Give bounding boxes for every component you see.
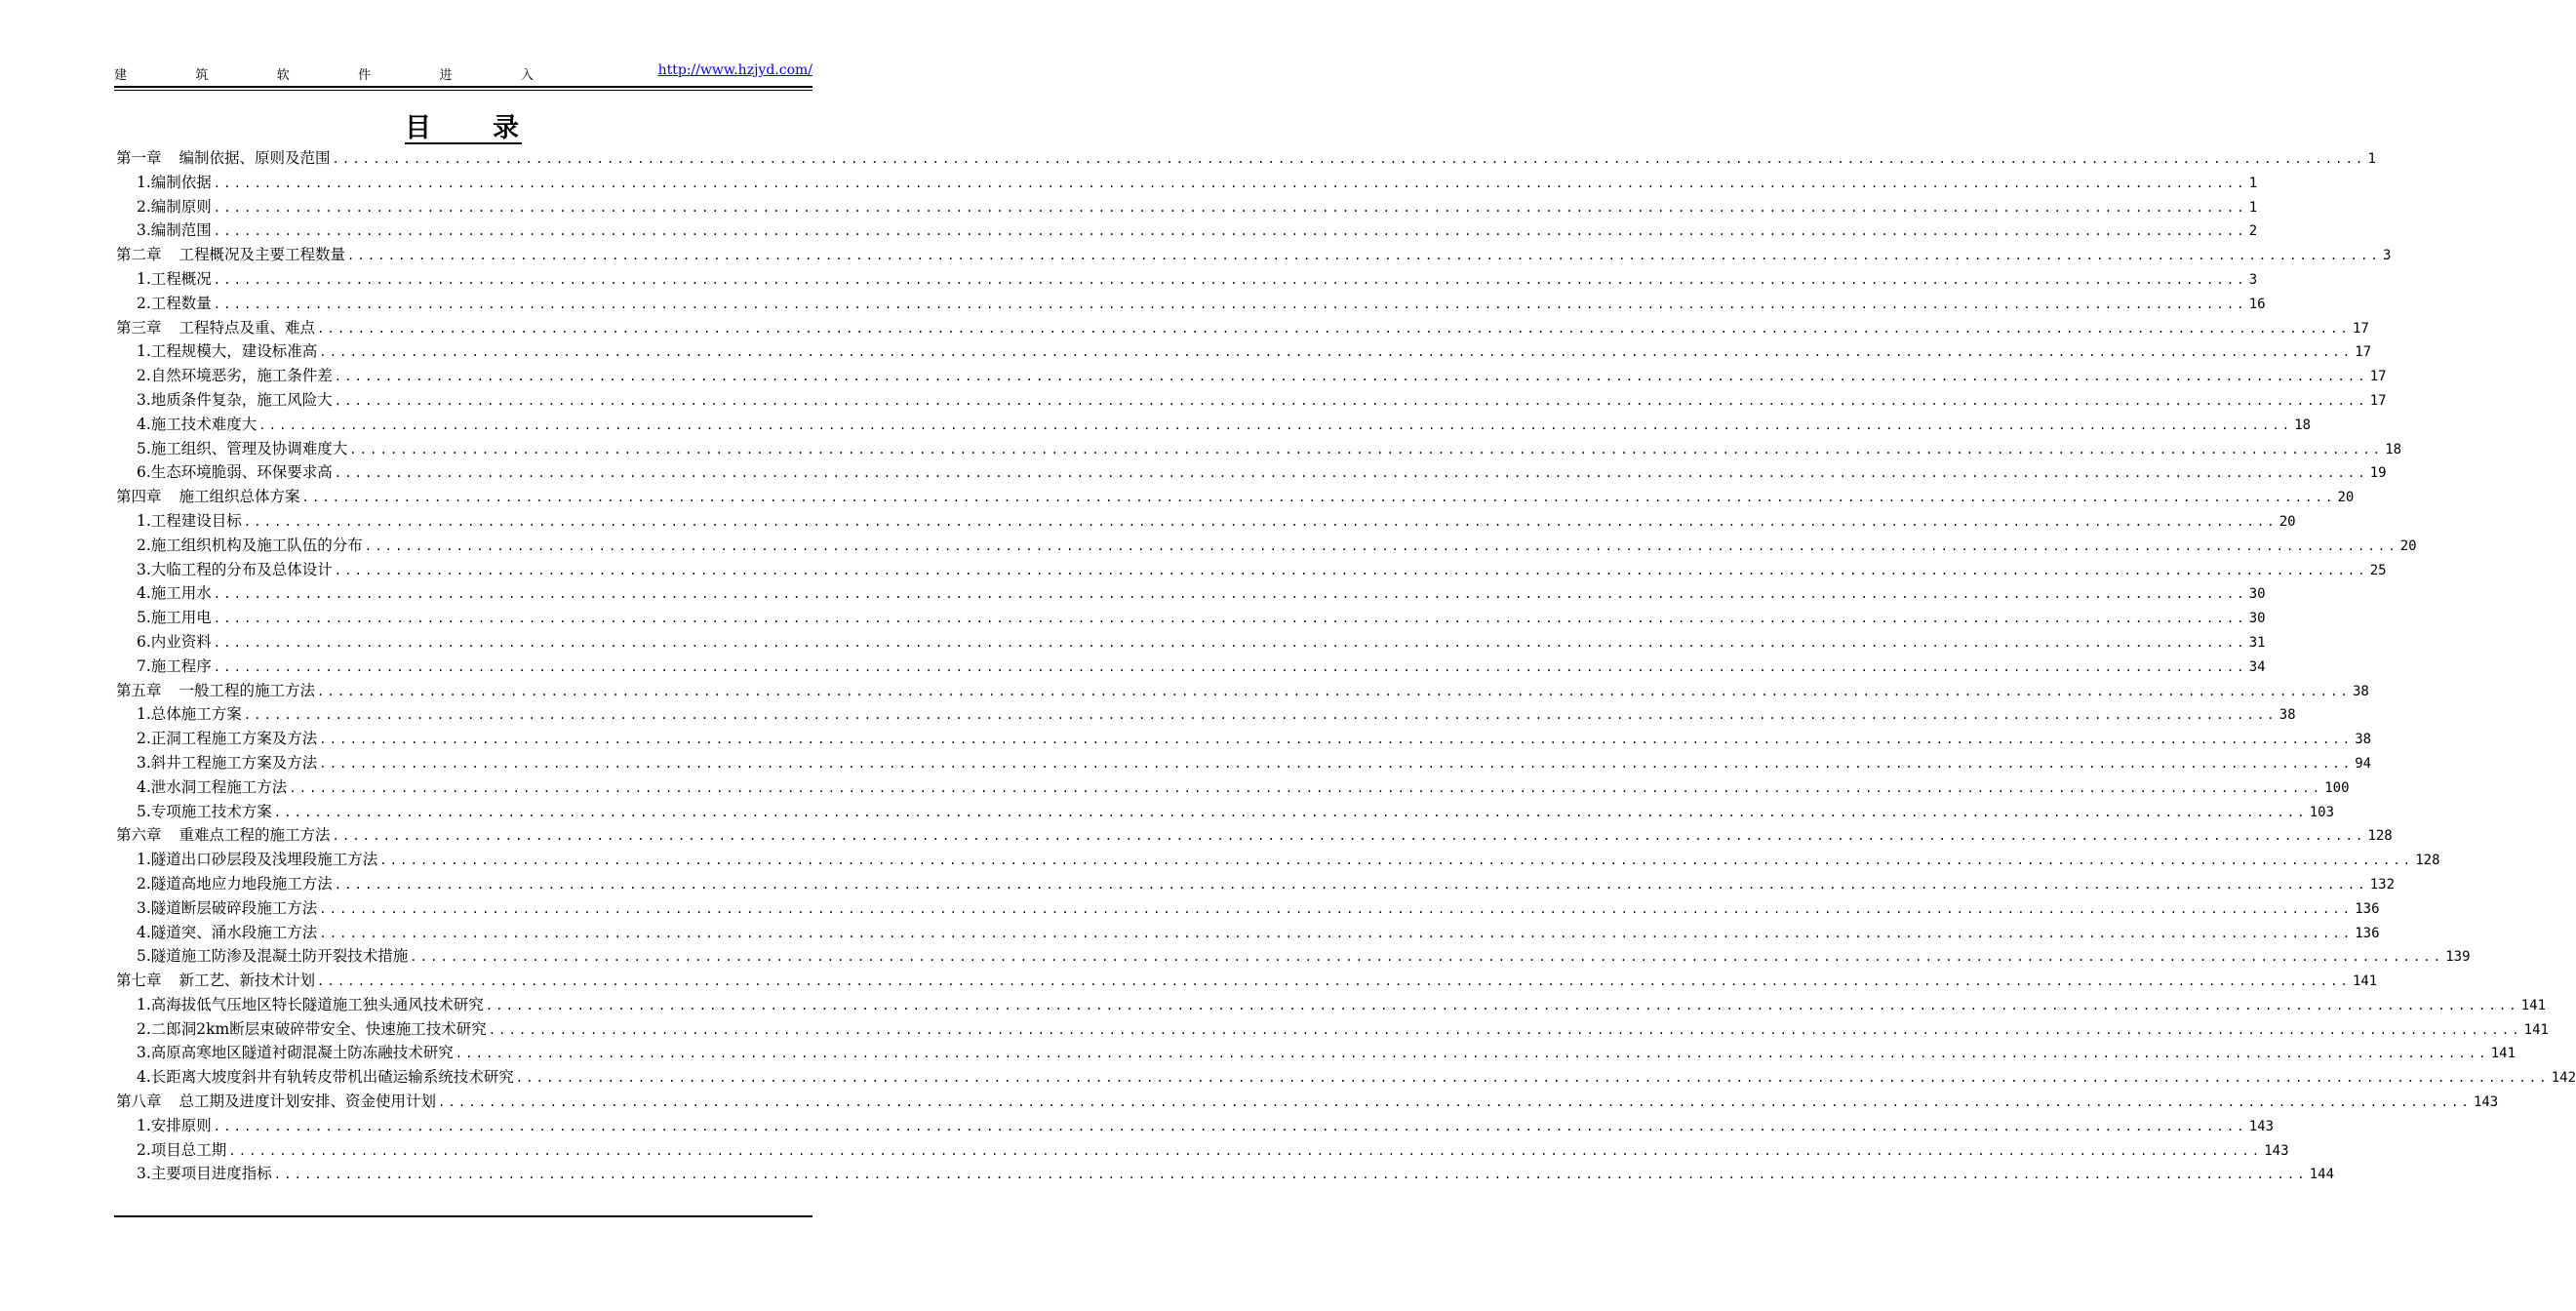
- toc-entry-title: 3.主要项目进度指标: [137, 1165, 272, 1183]
- toc-leader-dots: ........................................................................................................................................................................................................: [347, 249, 2381, 263]
- toc-entry-title: [116, 679, 315, 703]
- toc-chapter-number: 第一章: [116, 149, 162, 167]
- toc-section-entry[interactable]: [116, 775, 2350, 800]
- toc-page-number: 141: [2523, 1021, 2549, 1038]
- toc-entry-title: 3.斜井工程施工方案及方法: [137, 753, 318, 772]
- toc-leader-dots: ........................................................................................................................................................................................................: [289, 780, 2323, 795]
- toc-page-number: 128: [2415, 853, 2440, 869]
- toc-chapter-title: 新工艺、新技术计划: [178, 972, 316, 990]
- toc-section-entry[interactable]: [116, 606, 2266, 630]
- toc-page-number: 1: [2248, 199, 2258, 216]
- toc-leader-dots: ........................................................................................................................................................................................................: [213, 612, 2247, 626]
- page-title: [0, 106, 927, 144]
- toc-chapter-title: 重难点工程的施工方法: [178, 826, 331, 845]
- toc-section-entry[interactable]: [116, 509, 2296, 534]
- toc-leader-dots: ........................................................................................................................................................................................................: [334, 877, 2368, 892]
- toc-entry-title: 1.工程规模大，建设标准高: [137, 342, 318, 361]
- toc-entry-title: 3.高原高寒地区隧道衬砌混凝土防冻融技术研究: [137, 1044, 454, 1062]
- toc-section-entry[interactable]: [116, 993, 2547, 1017]
- toc-entry-title: 4.泄水洞工程施工方法: [137, 777, 288, 796]
- toc-page-number: 31: [2248, 634, 2266, 651]
- toc-page-number: 132: [2369, 876, 2396, 893]
- toc-entry-title: 5.专项施工技术方案: [137, 802, 272, 820]
- toc-entry-title: 1.编制依据: [137, 173, 212, 191]
- toc-entry-title: 3.编制范围: [137, 221, 212, 240]
- toc-leader-dots: ........................................................................................................................................................................................................: [319, 756, 2354, 771]
- toc-chapter-entry[interactable]: [116, 485, 2355, 509]
- toc-leader-dots: ........................................................................................................................................................................................................: [273, 805, 2308, 819]
- toc-leader-dots: ........................................................................................................................................................................................................: [258, 417, 2293, 432]
- toc-page-number: 17: [2369, 392, 2387, 409]
- toc-chapter-entry[interactable]: [116, 146, 2376, 171]
- toc-chapter-title: 一般工程的施工方法: [178, 681, 316, 699]
- toc-leader-dots: ........................................................................................................................................................................................................: [243, 708, 2278, 723]
- toc-entry-title: 2.项目总工期: [137, 1140, 227, 1159]
- footer-rule: [114, 1215, 812, 1217]
- toc-leader-dots: ........................................................................................................................................................................................................: [213, 272, 2247, 287]
- toc-section-entry[interactable]: [116, 364, 2387, 388]
- page-header: [114, 64, 812, 86]
- toc-leader-dots: ........................................................................................................................................................................................................: [485, 998, 2519, 1013]
- toc-leader-dots: ........................................................................................................................................................................................................: [213, 297, 2247, 311]
- toc-entry-title: 2.自然环境恶劣，施工条件差: [137, 367, 333, 385]
- toc-chapter-title: 总工期及进度计划安排、资金使用计划: [178, 1092, 437, 1111]
- toc-leader-dots: ........................................................................................................................................................................................................: [334, 563, 2368, 577]
- toc-page-number: 17: [2369, 369, 2387, 385]
- toc-chapter-title: 编制依据、原则及范围: [178, 149, 331, 167]
- toc-section-entry[interactable]: [116, 218, 2258, 243]
- toc-leader-dots: ........................................................................................................................................................................................................: [410, 950, 2444, 965]
- toc-entry-title: [116, 146, 331, 171]
- toc-chapter-number: 第四章: [116, 488, 162, 506]
- toc-section-entry[interactable]: [116, 1065, 2576, 1090]
- toc-section-entry[interactable]: [116, 1114, 2275, 1138]
- toc-entry-title: [116, 243, 345, 267]
- toc-page-number: 100: [2324, 779, 2350, 796]
- header-char: 软: [276, 68, 290, 83]
- toc-leader-dots: ........................................................................................................................................................................................................: [438, 1095, 2472, 1110]
- toc-leader-dots: ........................................................................................................................................................................................................: [332, 152, 2366, 166]
- toc-page-number: 20: [2279, 513, 2296, 530]
- toc-page-number: 34: [2248, 658, 2266, 675]
- header-char: 进: [439, 68, 453, 83]
- toc-page-number: 20: [2337, 490, 2355, 506]
- toc-chapter-entry[interactable]: [116, 316, 2369, 340]
- toc-page-number: 38: [2279, 707, 2296, 724]
- header-char: 件: [358, 68, 372, 83]
- toc-leader-dots: ........................................................................................................................................................................................................: [317, 684, 2351, 698]
- toc-section-entry[interactable]: [116, 751, 2372, 775]
- toc-entry-title: [116, 969, 315, 993]
- toc-leader-dots: ........................................................................................................................................................................................................: [319, 926, 2354, 940]
- toc-page-number: 38: [2352, 683, 2369, 699]
- toc-leader-dots: ........................................................................................................................................................................................................: [349, 442, 2384, 457]
- toc-page-number: 17: [2352, 320, 2369, 337]
- toc-section-entry[interactable]: [116, 1138, 2289, 1163]
- toc-entry-title: [116, 1090, 436, 1114]
- toc-page-number: 19: [2369, 465, 2387, 482]
- toc-page-number: 20: [2399, 537, 2417, 554]
- toc-section-entry[interactable]: [116, 655, 2266, 679]
- toc-page-number: 141: [2520, 997, 2547, 1013]
- toc-page-number: 136: [2355, 925, 2380, 941]
- toc-entry-title: 5.隧道施工防渗及混凝土防开裂技术措施: [137, 947, 409, 966]
- table-of-contents: [116, 146, 2576, 1186]
- toc-section-entry[interactable]: [116, 702, 2296, 727]
- toc-section-entry[interactable]: [116, 921, 2380, 945]
- header-rule: [114, 86, 812, 88]
- toc-chapter-number: 第五章: [116, 681, 162, 699]
- toc-section-entry[interactable]: [116, 630, 2266, 655]
- toc-section-entry[interactable]: [116, 171, 2258, 195]
- toc-entry-title: 2.施工组织机构及施工队伍的分布: [137, 536, 363, 554]
- toc-section-entry[interactable]: [116, 558, 2387, 582]
- toc-leader-dots: ........................................................................................................................................................................................................: [213, 1119, 2247, 1133]
- toc-entry-title: 1.隧道出口砂层段及浅埋段施工方法: [137, 851, 378, 869]
- toc-chapter-number: 第二章: [116, 246, 162, 264]
- toc-page-number: 25: [2369, 562, 2387, 578]
- toc-section-entry[interactable]: [116, 292, 2266, 316]
- toc-leader-dots: ........................................................................................................................................................................................................: [213, 200, 2247, 215]
- toc-page-number: 17: [2355, 344, 2372, 361]
- header-rule-thin: [114, 90, 812, 91]
- header-char: 筑: [195, 68, 209, 83]
- toc-entry-title: 2.隧道高地应力地段施工方法: [137, 874, 333, 893]
- toc-page-number: 18: [2294, 417, 2312, 433]
- toc-chapter-number: 第八章: [116, 1092, 162, 1111]
- toc-section-entry[interactable]: [116, 944, 2471, 969]
- toc-entry-title: 2.二郎洞2km断层束破碎带安全、快速施工技术研究: [137, 1019, 487, 1038]
- toc-page-number: 141: [2490, 1046, 2517, 1062]
- toc-section-entry[interactable]: [116, 437, 2402, 461]
- toc-entry-title: 3.地质条件复杂，施工风险大: [137, 390, 333, 409]
- toc-page-number: 143: [2264, 1142, 2289, 1159]
- toc-chapter-entry[interactable]: [116, 823, 2393, 848]
- toc-leader-dots: ........................................................................................................................................................................................................: [515, 1071, 2550, 1086]
- toc-leader-dots: ........................................................................................................................................................................................................: [334, 393, 2368, 408]
- toc-chapter-entry[interactable]: [116, 679, 2369, 703]
- toc-entry-title: [116, 485, 300, 509]
- toc-entry-title: 4.长距离大坡度斜井有轨转皮带机出碴运输系统技术研究: [137, 1068, 514, 1087]
- toc-entry-title: [116, 823, 331, 848]
- toc-entry-title: 1.安排原则: [137, 1116, 212, 1134]
- toc-page-number: 2: [2248, 223, 2258, 240]
- toc-section-entry[interactable]: [116, 195, 2258, 219]
- toc-page-number: 30: [2248, 611, 2266, 627]
- website-link[interactable]: http://www.hzjyd.com/: [657, 62, 812, 78]
- toc-section-entry[interactable]: [116, 581, 2266, 606]
- toc-page-number: 144: [2309, 1167, 2335, 1183]
- toc-leader-dots: ........................................................................................................................................................................................................: [301, 491, 2336, 505]
- toc-section-entry[interactable]: [116, 413, 2312, 437]
- toc-entry-title: 7.施工程序: [137, 656, 212, 675]
- toc-section-entry[interactable]: [116, 267, 2258, 292]
- page-title-text: 目 录: [405, 113, 522, 143]
- toc-chapter-entry[interactable]: [116, 1090, 2499, 1114]
- toc-page-number: 142: [2551, 1070, 2576, 1087]
- toc-page-number: 16: [2248, 296, 2266, 312]
- toc-leader-dots: ........................................................................................................................................................................................................: [319, 345, 2354, 360]
- toc-leader-dots: ........................................................................................................................................................................................................: [364, 538, 2398, 553]
- toc-page-number: 94: [2355, 755, 2372, 772]
- toc-page-number: 3: [2382, 248, 2392, 264]
- toc-page-number: 141: [2352, 973, 2378, 990]
- header-char: 入: [520, 68, 534, 83]
- toc-section-entry[interactable]: [116, 339, 2372, 364]
- toc-section-entry[interactable]: [116, 727, 2372, 751]
- toc-chapter-entry[interactable]: [116, 969, 2378, 993]
- toc-entry-title: 1.工程概况: [137, 269, 212, 288]
- toc-leader-dots: ........................................................................................................................................................................................................: [455, 1047, 2489, 1061]
- toc-entry-title: 1.工程建设目标: [137, 511, 242, 530]
- toc-page-number: 139: [2445, 949, 2471, 966]
- toc-leader-dots: ........................................................................................................................................................................................................: [213, 176, 2247, 190]
- toc-page-number: 143: [2473, 1094, 2499, 1111]
- toc-leader-dots: ........................................................................................................................................................................................................: [213, 635, 2247, 650]
- toc-leader-dots: ........................................................................................................................................................................................................: [213, 659, 2247, 674]
- toc-page-number: 1: [2248, 175, 2258, 191]
- toc-entry-title: 1.高海拔低气压地区特长隧道施工独头通风技术研究: [137, 995, 484, 1013]
- toc-chapter-title: 施工组织总体方案: [178, 488, 300, 506]
- toc-page-number: 143: [2248, 1118, 2275, 1134]
- toc-section-entry[interactable]: [116, 800, 2335, 824]
- toc-section-entry[interactable]: [116, 1017, 2549, 1042]
- toc-leader-dots: ........................................................................................................................................................................................................: [379, 854, 2414, 868]
- toc-chapter-entry[interactable]: [116, 243, 2392, 267]
- toc-section-entry[interactable]: [116, 1162, 2335, 1186]
- toc-page-number: 103: [2309, 804, 2335, 820]
- toc-leader-dots: ........................................................................................................................................................................................................: [243, 514, 2278, 529]
- toc-section-entry[interactable]: [116, 534, 2417, 558]
- toc-leader-dots: ........................................................................................................................................................................................................: [319, 733, 2354, 747]
- toc-entry-title: 4.施工用水: [137, 584, 212, 603]
- toc-chapter-number: 第三章: [116, 318, 162, 337]
- toc-chapter-title: 工程概况及主要工程数量: [178, 246, 346, 264]
- toc-page-number: 3: [2248, 271, 2258, 288]
- toc-leader-dots: ........................................................................................................................................................................................................: [317, 974, 2351, 989]
- toc-page-number: 18: [2385, 441, 2402, 457]
- toc-entry-title: 2.编制原则: [137, 197, 212, 216]
- toc-section-entry[interactable]: [116, 896, 2380, 921]
- toc-entry-title: 6.生态环境脆弱、环保要求高: [137, 463, 333, 482]
- toc-entry-title: 2.工程数量: [137, 294, 212, 312]
- toc-chapter-number: 第六章: [116, 826, 162, 845]
- toc-entry-title: [116, 316, 315, 340]
- toc-section-entry[interactable]: [116, 388, 2387, 413]
- toc-chapter-title: 工程特点及重、难点: [178, 318, 316, 337]
- header-char: 建: [114, 68, 128, 83]
- toc-section-entry[interactable]: [116, 1041, 2517, 1065]
- toc-section-entry[interactable]: [116, 848, 2440, 872]
- toc-entry-title: 6.内业资料: [137, 632, 212, 651]
- toc-entry-title: 4.隧道突、涌水段施工方法: [137, 923, 318, 941]
- toc-leader-dots: ........................................................................................................................................................................................................: [228, 1143, 2263, 1158]
- toc-entry-title: 4.施工技术难度大: [137, 415, 258, 433]
- toc-leader-dots: ........................................................................................................................................................................................................: [213, 587, 2247, 602]
- toc-leader-dots: ........................................................................................................................................................................................................: [334, 466, 2368, 481]
- toc-leader-dots: ........................................................................................................................................................................................................: [319, 901, 2354, 916]
- toc-entry-title: 3.大临工程的分布及总体设计: [137, 560, 333, 578]
- toc-page-number: 136: [2355, 900, 2380, 917]
- toc-leader-dots: ........................................................................................................................................................................................................: [334, 370, 2368, 384]
- toc-leader-dots: ........................................................................................................................................................................................................: [488, 1022, 2522, 1037]
- toc-chapter-number: 第七章: [116, 972, 162, 990]
- toc-leader-dots: ........................................................................................................................................................................................................: [332, 829, 2366, 844]
- toc-page-number: 38: [2355, 732, 2372, 748]
- toc-entry-title: 5.施工用电: [137, 609, 212, 627]
- toc-section-entry[interactable]: [116, 872, 2396, 896]
- toc-leader-dots: ........................................................................................................................................................................................................: [213, 224, 2247, 239]
- toc-entry-title: 3.隧道断层破碎段施工方法: [137, 898, 318, 917]
- toc-page-number: 30: [2248, 586, 2266, 603]
- header-title: [114, 64, 534, 83]
- toc-section-entry[interactable]: [116, 460, 2387, 485]
- toc-page-number: 128: [2367, 828, 2393, 845]
- toc-leader-dots: ........................................................................................................................................................................................................: [273, 1168, 2308, 1182]
- toc-page-number: 1: [2367, 151, 2376, 167]
- toc-entry-title: 2.正洞工程施工方案及方法: [137, 730, 318, 748]
- toc-entry-title: 1.总体施工方案: [137, 705, 242, 724]
- toc-entry-title: 5.施工组织、管理及协调难度大: [137, 439, 348, 457]
- toc-leader-dots: ........................................................................................................................................................................................................: [317, 321, 2351, 336]
